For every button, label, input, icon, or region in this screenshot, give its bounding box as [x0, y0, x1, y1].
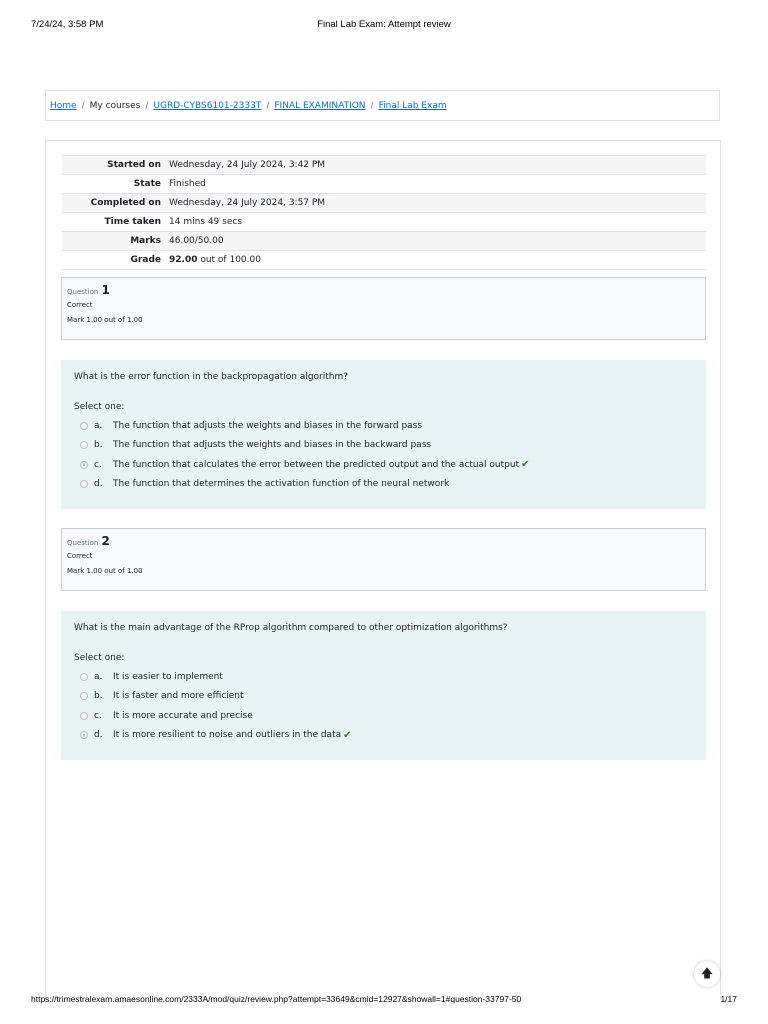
answer-option[interactable]: [74, 416, 693, 436]
option-letter: c.: [94, 459, 102, 470]
breadcrumb-item[interactable]: Final Lab Exam: [378, 100, 447, 111]
summary-row-grade: [62, 251, 706, 270]
question-1-content: [61, 360, 706, 509]
select-one-prompt: Select one:: [74, 653, 125, 663]
option-letter: c.: [94, 710, 102, 721]
summary-row-time-taken: [62, 213, 706, 232]
summary-key: Completed on: [62, 194, 165, 213]
option-letter: a.: [94, 420, 103, 431]
option-letter: d.: [94, 479, 103, 490]
summary-row-completed: [62, 194, 706, 213]
option-letter: b.: [94, 691, 103, 702]
question-label: Question: [67, 288, 99, 296]
grade-value: 92.00: [169, 255, 198, 265]
arrow-up-icon: 🡅: [700, 965, 714, 980]
question-number-value: 1: [101, 283, 110, 297]
question-2-info: [61, 528, 706, 591]
breadcrumb-separator: /: [145, 100, 149, 111]
radio-button[interactable]: [80, 480, 88, 488]
question-1-info: [61, 277, 706, 340]
answer-option[interactable]: [74, 436, 693, 456]
question-grade: Mark 1.00 out of 1.00: [67, 567, 143, 575]
option-text: The function that adjusts the weights and biases in the forward pass: [113, 420, 423, 431]
radio-button[interactable]: [80, 692, 88, 700]
question-state: Correct: [67, 552, 93, 560]
summary-value: Finished: [165, 175, 706, 194]
summary-value: 14 mins 49 secs: [165, 213, 706, 232]
summary-key: Marks: [62, 232, 165, 251]
radio-button[interactable]: [80, 422, 88, 430]
question-text: What is the error function in the backpropagation algorithm?: [74, 372, 349, 382]
back-to-top-button[interactable]: [694, 961, 720, 987]
option-letter: d.: [94, 730, 103, 741]
breadcrumb-item: My courses: [89, 100, 141, 111]
summary-row-state: [62, 175, 706, 194]
print-url: https://trimestralexam.amaesonline.com/2333A/mod/quiz/review.php?attempt=33649&cmid=12927&showall=1#question-33797-50: [31, 994, 522, 1004]
radio-button[interactable]: [80, 731, 88, 739]
summary-value: [165, 251, 706, 270]
question-number: [67, 283, 700, 299]
answer-options: [74, 667, 693, 745]
print-header: [31, 19, 737, 33]
option-text: It is more resilient to noise and outliers in the data: [113, 730, 342, 741]
answer-options: [74, 416, 693, 494]
question-text: What is the main advantage of the RProp algorithm compared to other optimization algorithms?: [74, 623, 508, 633]
answer-option[interactable]: [74, 667, 693, 687]
summary-key: Grade: [62, 251, 165, 270]
breadcrumb-item[interactable]: Home: [50, 100, 77, 111]
radio-button[interactable]: [80, 673, 88, 681]
answer-option[interactable]: [74, 706, 693, 726]
answer-option[interactable]: [74, 687, 693, 707]
question-state: Correct: [67, 301, 93, 309]
print-title: Final Lab Exam: Attempt review: [317, 19, 451, 30]
answer-option[interactable]: [74, 726, 693, 746]
correct-check-icon: ✔: [343, 729, 352, 741]
breadcrumb-item[interactable]: FINAL EXAMINATION: [274, 100, 366, 111]
summary-value: Wednesday, 24 July 2024, 3:42 PM: [165, 156, 706, 175]
question-number-value: 2: [101, 534, 110, 548]
print-page-number: 1/17: [720, 994, 737, 1004]
option-text: It is more accurate and precise: [113, 710, 253, 721]
breadcrumb: [45, 90, 720, 121]
grade-out-of: out of 100.00: [197, 255, 261, 265]
summary-value: 46.00/50.00: [165, 232, 706, 251]
radio-button[interactable]: [80, 461, 88, 469]
option-text: It is easier to implement: [113, 671, 223, 682]
breadcrumb-item[interactable]: UGRD-CYBS6101-2333T: [153, 100, 262, 111]
summary-value: Wednesday, 24 July 2024, 3:57 PM: [165, 194, 706, 213]
breadcrumb-separator: /: [81, 100, 85, 111]
breadcrumb-separator: /: [266, 100, 270, 111]
question-label: Question: [67, 539, 99, 547]
radio-button[interactable]: [80, 712, 88, 720]
attempt-summary-table: [62, 155, 706, 270]
summary-row-marks: [62, 232, 706, 251]
option-letter: a.: [94, 671, 103, 682]
option-letter: b.: [94, 440, 103, 451]
radio-button[interactable]: [80, 441, 88, 449]
print-footer: [31, 994, 737, 1008]
question-number: [67, 534, 700, 550]
answer-option[interactable]: [74, 475, 693, 495]
option-text: The function that calculates the error between the predicted output and the actual output: [113, 459, 520, 470]
option-text: The function that adjusts the weights and biases in the backward pass: [113, 440, 432, 451]
answer-option[interactable]: [74, 455, 693, 475]
summary-key: Time taken: [62, 213, 165, 232]
question-grade: Mark 1.00 out of 1.00: [67, 316, 143, 324]
summary-row-started: [62, 156, 706, 175]
question-2-content: [61, 611, 706, 760]
option-text: The function that determines the activation function of the neural network: [113, 479, 450, 490]
option-text: It is faster and more efficient: [113, 691, 244, 702]
breadcrumb-separator: /: [370, 100, 374, 111]
select-one-prompt: Select one:: [74, 402, 125, 412]
summary-key: State: [62, 175, 165, 194]
print-datetime: 7/24/24, 3:58 PM: [31, 19, 104, 30]
summary-key: Started on: [62, 156, 165, 175]
correct-check-icon: ✔: [521, 459, 530, 471]
